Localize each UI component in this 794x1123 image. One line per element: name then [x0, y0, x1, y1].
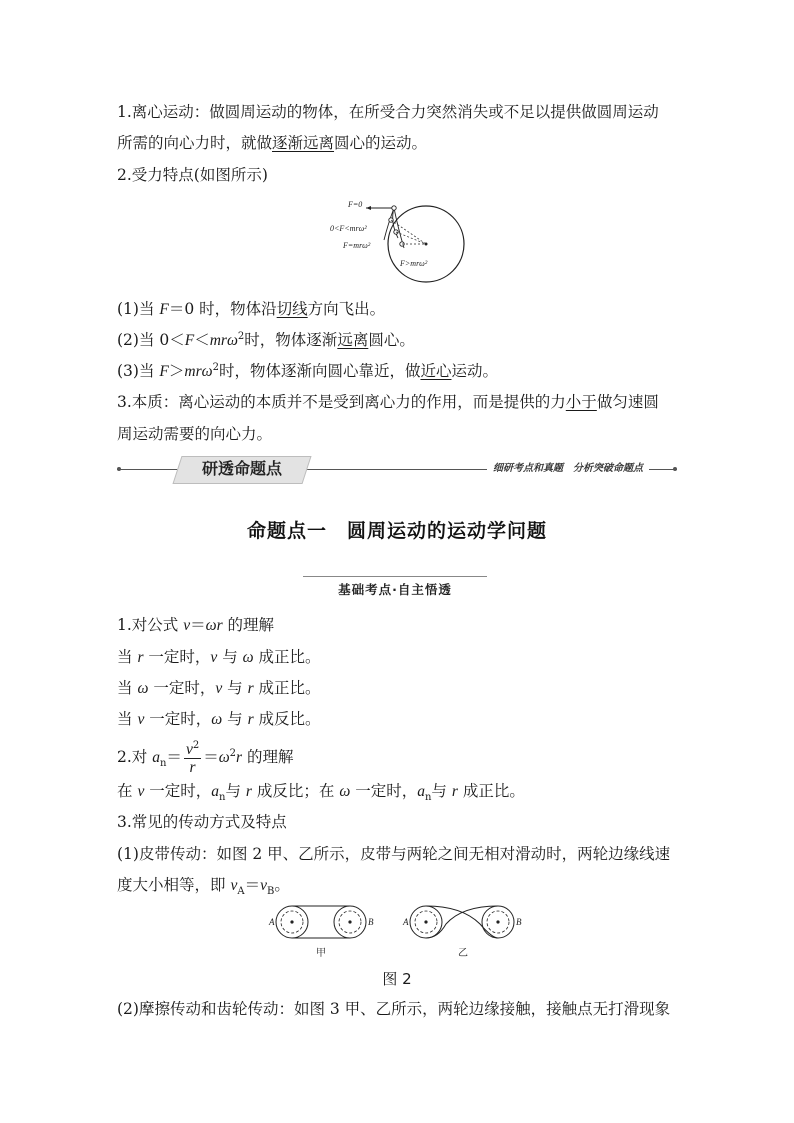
label-f0: F=0 — [348, 200, 363, 209]
text: 时，物体逐渐 — [244, 331, 338, 349]
var: r — [189, 758, 196, 776]
var: v — [230, 877, 238, 894]
var: a — [417, 783, 425, 800]
text: ＝ — [203, 748, 219, 766]
text: ＞ — [168, 362, 185, 380]
text: 的理解 — [242, 748, 294, 766]
var: v — [210, 649, 218, 666]
text: 的理解 — [222, 616, 275, 634]
text: 圆心的运动。 — [334, 134, 428, 152]
label-a: A — [403, 917, 409, 927]
subtitle-rule — [303, 576, 487, 577]
para1-line2 — [117, 132, 681, 154]
text: 度大小相等，即 — [117, 876, 231, 894]
s1-row1 — [117, 646, 681, 669]
subtitle: 基础考点·自主悟透 — [338, 582, 452, 597]
para1-line1: 1.离心运动：做圆周运动的物体，在所受合力突然消失或不足以提供做圆周运动 — [117, 103, 659, 121]
label-a: A — [269, 917, 275, 927]
text: 与 — [222, 679, 248, 697]
item-1 — [117, 298, 681, 321]
centrifugal-diagram — [326, 192, 476, 292]
text: 3.本质：离心运动的本质并不是受到离心力的作用，而是提供的力 — [117, 393, 566, 411]
section-tab-label: 研透命题点 — [201, 459, 282, 478]
text: 与 — [225, 782, 246, 800]
var: r — [247, 711, 254, 728]
axle — [496, 920, 499, 923]
var: r — [137, 649, 144, 666]
text: 当 — [117, 710, 138, 728]
s3-line1: (1)皮带传动：如图 2 甲、乙所示，皮带与两轮之间无相对滑动时，两轮边缘线速 — [117, 845, 671, 863]
superscript: 2 — [237, 330, 245, 342]
axle — [348, 920, 351, 923]
text: 运动。 — [451, 362, 498, 380]
text: (1)当 — [117, 300, 160, 318]
text: ＝ — [190, 616, 206, 634]
var: v — [260, 877, 267, 894]
subscript: B — [266, 886, 275, 898]
text: 圆心。 — [368, 331, 415, 349]
subscript: n — [159, 758, 167, 770]
subscript: A — [237, 886, 245, 898]
var: v — [183, 617, 191, 634]
s2-line — [117, 780, 681, 803]
belt-drive-figure — [266, 902, 536, 960]
var: ω — [218, 749, 230, 766]
page-title: 命题点一 圆周运动的运动学问题 — [246, 520, 547, 542]
superscript: 2 — [212, 361, 219, 373]
var: ω — [201, 363, 213, 380]
s3-heading: 3.常见的传动方式及特点 — [117, 813, 287, 831]
text: 成反比；在 — [251, 782, 340, 800]
var: ω — [226, 332, 238, 349]
var: ωr — [205, 617, 223, 634]
var: r — [451, 783, 458, 800]
rule-dot — [117, 467, 121, 471]
denominator — [184, 759, 201, 776]
item-2 — [117, 329, 681, 352]
s2-heading — [117, 740, 681, 774]
var: mr — [184, 363, 202, 380]
text: (2)当 0＜ — [117, 331, 185, 349]
text: 一定时， — [143, 648, 211, 666]
open-belt-drive — [268, 906, 374, 959]
subscript: n — [424, 792, 432, 804]
text: 1.对公式 — [117, 616, 184, 634]
text: 一定时， — [350, 782, 418, 800]
text: 成反比。 — [253, 710, 321, 728]
var: F — [159, 301, 169, 318]
var: mr — [209, 332, 227, 349]
answer-underlined: 小于 — [565, 393, 597, 411]
text: 2.对 — [117, 748, 153, 766]
superscript: 2 — [192, 739, 200, 751]
s4-line1: (2)摩擦传动和齿轮传动：如图 3 甲、乙所示，两轮边缘接触，接触点无打滑现象 — [117, 1000, 671, 1018]
text: ＝ — [166, 748, 182, 766]
para3-line2: 周运动需要的向心力。 — [117, 425, 273, 443]
s1-heading — [117, 614, 681, 637]
text: 在 — [117, 782, 138, 800]
para3-line1 — [117, 391, 681, 413]
text: 所需的向心力时，就做 — [117, 134, 273, 152]
text: 与 — [217, 648, 243, 666]
var: ω — [242, 649, 254, 666]
var: ω — [211, 711, 223, 728]
var: v — [137, 783, 145, 800]
text: 当 — [117, 679, 138, 697]
var: r — [247, 680, 254, 697]
s1-row2 — [117, 677, 681, 700]
label-b: B — [368, 917, 374, 927]
answer-underlined: 远离 — [337, 331, 369, 349]
label-f-greater: F>mrω² — [400, 259, 428, 268]
numerator — [184, 741, 201, 759]
var: F — [184, 332, 195, 349]
text: ＝0 时，物体沿 — [168, 300, 277, 318]
answer-underlined: 切线 — [276, 300, 308, 318]
para2-heading: 2.受力特点(如图所示) — [117, 166, 268, 184]
var: ω — [137, 680, 149, 697]
section-bar — [117, 458, 677, 482]
var: v — [137, 711, 145, 728]
text: 。 — [274, 876, 290, 894]
text: 成正比。 — [253, 648, 321, 666]
label-f-equal: F=mrω² — [343, 241, 371, 250]
s1-row3 — [117, 708, 681, 731]
text: 时，物体逐渐向圆心靠近，做 — [218, 362, 421, 380]
text: 与 — [222, 710, 248, 728]
text: 一定时， — [144, 710, 212, 728]
arrow-head — [366, 206, 371, 210]
fraction — [184, 741, 201, 776]
rule-dot — [673, 467, 677, 471]
answer-underlined: 逐渐远离 — [272, 134, 335, 152]
particle — [392, 206, 396, 210]
text: (3)当 — [117, 362, 160, 380]
var: a — [152, 749, 160, 766]
text: ＝ — [244, 876, 261, 894]
subtitle-block — [303, 576, 487, 600]
var: r — [236, 749, 243, 766]
text: 当 — [117, 648, 138, 666]
figure2-caption: 图 2 — [382, 970, 412, 988]
text: 方向飞出。 — [307, 300, 386, 318]
item-3 — [117, 360, 681, 383]
var: a — [211, 783, 220, 800]
text: 成正比。 — [457, 782, 525, 800]
section-tagline: 细研考点和真题 分析突破命题点 — [487, 461, 649, 477]
label-b: B — [516, 917, 522, 927]
caption-yi: 乙 — [458, 948, 468, 959]
axle — [424, 920, 427, 923]
var: v — [185, 740, 193, 758]
text: 做匀速圆 — [596, 393, 659, 411]
var: F — [159, 363, 169, 380]
var: r — [245, 783, 252, 800]
var: ω — [339, 783, 351, 800]
text: 成正比。 — [253, 679, 321, 697]
text: 一定时， — [144, 782, 212, 800]
label-f-between: 0<F<mrω² — [330, 224, 367, 233]
text: 与 — [431, 782, 452, 800]
axle — [290, 920, 293, 923]
text: ＜ — [194, 331, 210, 349]
caption-jia: 甲 — [316, 948, 326, 959]
superscript: 2 — [229, 747, 237, 759]
subscript: n — [219, 792, 226, 804]
s3-line2 — [117, 874, 681, 897]
crossed-belt-drive — [402, 906, 522, 959]
var: v — [215, 680, 223, 697]
answer-underlined: 近心 — [420, 362, 452, 380]
text: 一定时， — [148, 679, 216, 697]
